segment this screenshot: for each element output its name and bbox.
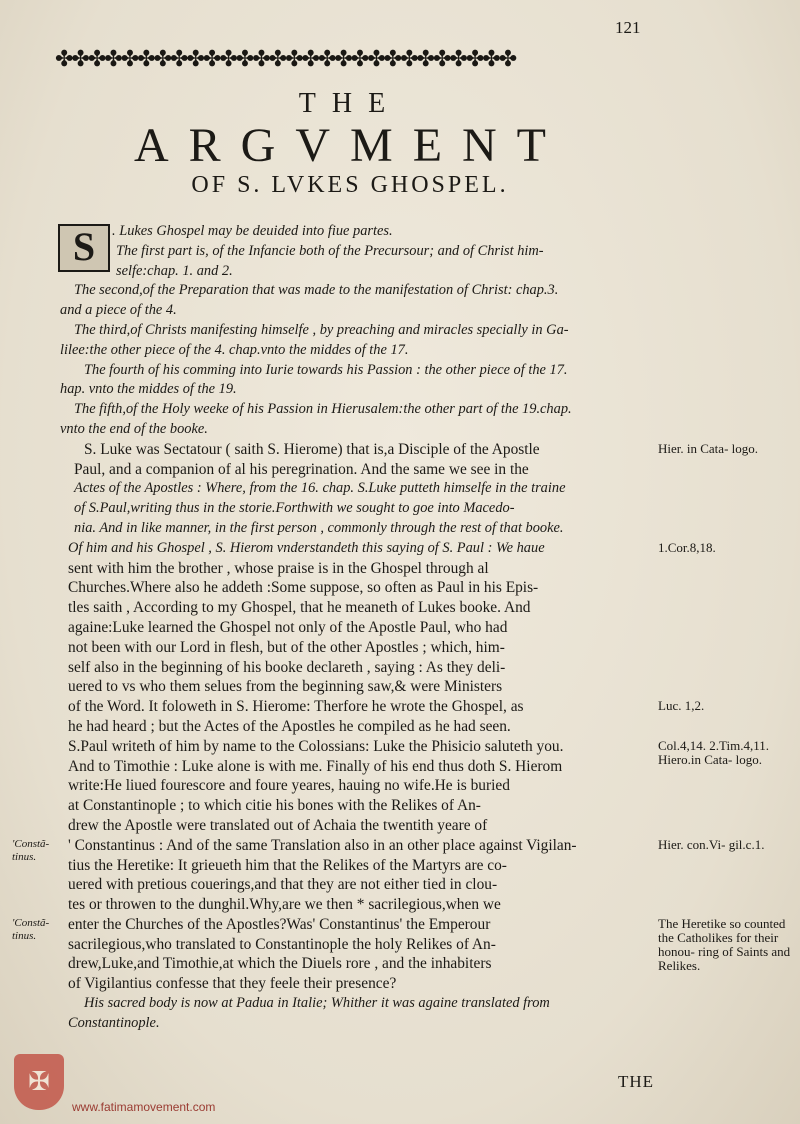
text-line: againe:Luke learned the Ghospel not only of the Apostle Paul, who had <box>68 618 508 636</box>
margin-note-right: Luc. 1,2. <box>658 698 705 714</box>
text-line: And to Timothie : Luke alone is with me. Finally of his end thus doth S. Hierom <box>68 757 563 775</box>
margin-note-right: Hier. con.Vi- gil.c.1. <box>658 836 765 852</box>
text-line: The fifth,of the Holy weeke of his Passion in Hierusalem:the other part of the 19.chap. <box>74 401 572 418</box>
text-line: not been with our Lord in flesh, but of the other Apostles ; which, him- <box>68 638 505 656</box>
margin-note-right: Col.4,14. 2.Tim.4,11. Hiero.in Cata- logo. <box>658 737 770 767</box>
text-line: vnto the end of the booke. <box>60 420 208 437</box>
text-line: tius the Heretike: It grieueth him that the Relikes of the Martyrs are co- <box>68 856 507 874</box>
text-line: self also in the beginning of his booke declareth , saying : As they deli- <box>68 658 506 676</box>
title-the: THE <box>298 88 402 119</box>
text-line: nia. And in like manner, in the first person , commonly through the rest of that booke. <box>74 519 564 536</box>
title-subtitle: OF S. LVKES GHOSPEL. <box>191 172 509 198</box>
text-line: The first part is, of the Infancie both of the Precursour; and of Christ him- <box>116 242 544 259</box>
ornament-band: ✤✤✤✤✤✤✤✤✤✤✤✤✤✤✤✤✤✤✤✤✤✤✤✤✤✤✤✤ <box>55 46 516 71</box>
text-line: of S.Paul,writing thus in the storie.Forthwith we sought to goe into Macedo- <box>74 500 515 517</box>
text-line: sent with him the brother , whose praise is in the Ghospel through al <box>68 559 489 577</box>
margin-note-left: 'Constã- tinus. <box>12 837 50 863</box>
margin-note-right: Hier. in Cata- logo. <box>658 440 759 456</box>
text-line: Constantinople. <box>68 1014 160 1031</box>
text-line: of Vigilantius confesse that they feele their presence? <box>68 975 397 993</box>
text-line: S. Luke was Sectatour ( saith S. Hierome) that is,a Disciple of the Apostle <box>84 440 540 458</box>
text-line: drew,Luke,and Timothie,at which the Diuels rore , and the inhabiters <box>68 955 492 973</box>
text-line: sacrilegious,who translated to Constantinople the holy Relikes of An- <box>68 935 496 953</box>
text-line: he had heard ; but the Actes of the Apostles he compiled as he had seen. <box>68 717 511 735</box>
text-line: selfe:chap. 1. and 2. <box>116 262 233 279</box>
text-line: drew the Apostle were translated out of Achaia the twentith yeare of <box>68 816 488 834</box>
title-argument: ARGVMENT <box>134 119 566 172</box>
text-line: hap. vnto the middes of the 19. <box>60 381 237 398</box>
text-line: The fourth of his comming into Iurie towards his Passion : the other piece of the 17. <box>84 361 568 378</box>
text-line: enter the Churches of the Apostles?Was' Constantinus' the Emperour <box>68 915 491 933</box>
text-line: Paul, and a companion of al his peregrination. And the same we see in the <box>74 460 529 478</box>
page-number: 121 <box>615 18 641 37</box>
text-line: tes or throwen to the dunghil.Why,are we then * sacrilegious,when we <box>68 896 501 914</box>
catchword: THE <box>618 1072 655 1091</box>
text-line: Actes of the Apostles : Where, from the 16. chap. S.Luke putteth himselfe in the traine <box>74 480 566 497</box>
text-line: tles saith , According to my Ghospel, that he meaneth of Lukes booke. And <box>68 599 531 617</box>
drop-cap: S <box>58 224 110 272</box>
body-text <box>60 222 655 1034</box>
text-line: and a piece of the 4. <box>60 302 177 319</box>
margin-note-right: The Heretike so counted the Catholikes for their honou- ring of Saints and Relikes. <box>658 916 791 973</box>
margin-note-right: 1.Cor.8,18. <box>658 539 716 555</box>
text-line: uered with pretious couerings,and that they are not either tied in clou- <box>68 876 498 894</box>
watermark-seal-icon: ✠ <box>14 1054 64 1110</box>
text-line: . Lukes Ghospel may be deuided into fiue partes. <box>112 223 393 239</box>
text-line: ' Constantinus : And of the same Translation also in an other place against Vigilan- <box>68 836 577 854</box>
text-line: of the Word. It foloweth in S. Hierome: Therfore he wrote the Ghospel, as <box>68 698 524 716</box>
text-line: The third,of Christs manifesting himselfe , by preaching and miracles specially in Ga- <box>74 321 569 338</box>
text-line: uered to vs who them selues from the beginning saw,& were Ministers <box>68 678 503 696</box>
text-line: at Constantinople ; to which citie his bones with the Relikes of An- <box>68 797 481 815</box>
text-line: write:He liued fourescore and foure yeares, hauing no wife.He is buried <box>68 777 510 795</box>
text-line: lilee:the other piece of the 4. chap.vnto the middes of the 17. <box>60 341 409 358</box>
text-line: S.Paul writeth of him by name to the Colossians: Luke the Phisicio saluteth you. <box>68 737 564 755</box>
text-line: Of him and his Ghospel , S. Hierom vnderstandeth this saying of S. Paul : We haue <box>68 539 545 556</box>
margin-note-left: 'Constã- tinus. <box>12 917 50 942</box>
watermark-url: www.fatimamovement.com <box>72 1100 216 1114</box>
text-line: His sacred body is now at Padua in Italie; Whither it was againe translated from <box>84 995 550 1012</box>
text-line: The second,of the Preparation that was made to the manifestation of Christ: chap.3. <box>74 282 559 299</box>
text-line: Churches.Where also he addeth :Some suppose, so often as Paul in his Epis- <box>68 579 539 597</box>
